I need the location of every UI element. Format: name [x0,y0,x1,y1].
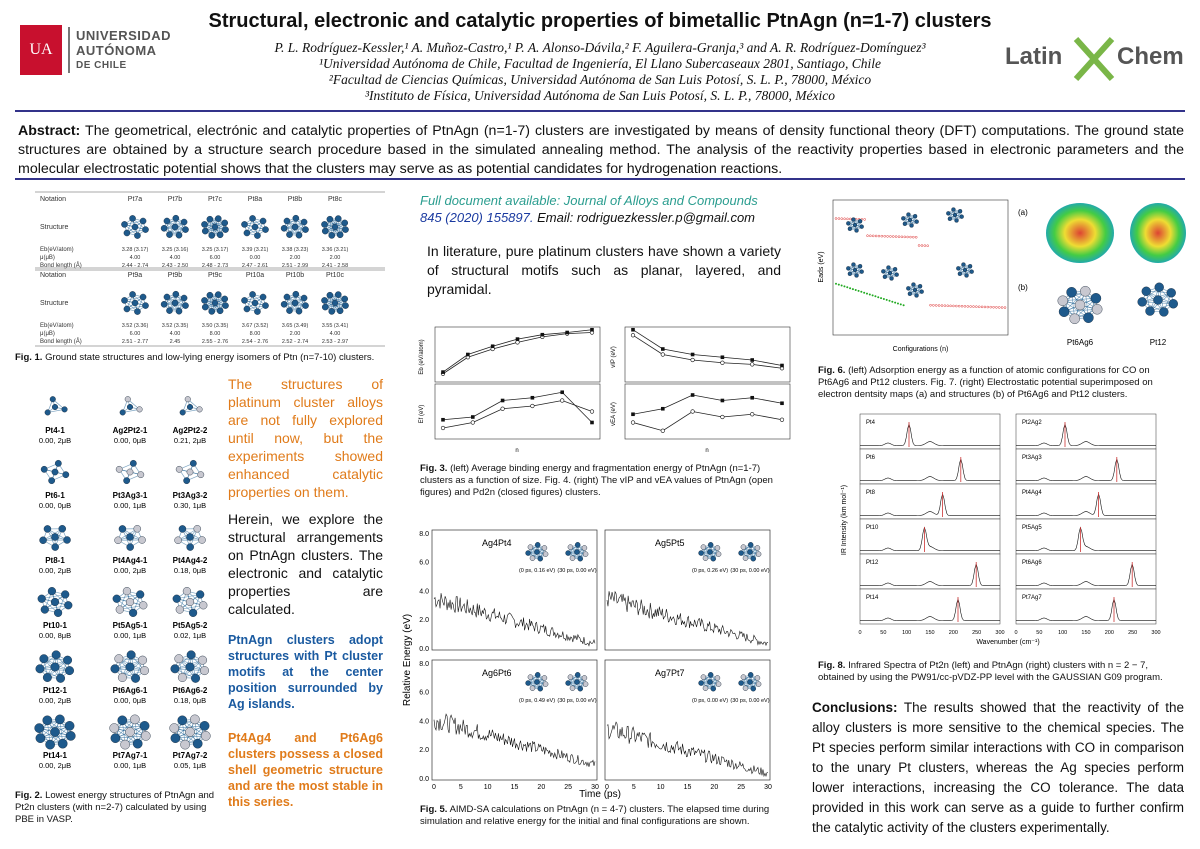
svg-text:25: 25 [564,784,573,791]
svg-text:15: 15 [683,784,692,791]
cluster-structure [1138,283,1178,317]
structure-value: 0.00, 1μB [113,631,147,640]
structure-name: Pt5Ag5-1 [112,621,148,630]
cluster-structure [35,715,76,749]
eb-value: 3.39 (3.21) [241,247,269,253]
bond-value: 2.53 - 2.97 [321,339,349,345]
structure-name: Ag2Pt2-2 [172,426,208,435]
structure-name: Pt6-1 [45,491,65,500]
fig1-structures [15,187,400,347]
final-config: (30 ps, 0.00 eV) [557,568,597,574]
bond-value: 2.54 - 2.76 [241,339,269,345]
fig8-ir [838,410,1008,648]
fig8-right-spectra [976,410,1168,648]
row-label-notation: Notation [40,272,67,279]
svg-text:6.0: 6.0 [419,689,429,697]
university-name: UNIVERSIDAD AUTÓNOMA DE CHILE [76,28,172,71]
col-header: Pt7b [167,196,183,203]
abstract-divider [15,178,1185,180]
structure-name: Pt3Ag3-1 [112,491,148,500]
label-b: (b) [1018,283,1028,292]
ir-panel [860,484,1000,519]
x-mark-icon [1072,35,1116,83]
eb-value: 3.67 (3.52) [241,323,269,329]
ir-panel [860,449,1000,484]
initial-config: (0 ps, 0.26 eV) [691,568,729,574]
cluster-structure [281,291,309,314]
eb-value: 3.55 (3.41) [321,323,349,329]
structure-value: 0.00, 2μB [113,566,147,575]
university-logo [20,25,170,75]
bond-value: 2.51 - 2.77 [121,339,149,345]
fig6-plot [815,195,1015,355]
col-header: Pt7c [207,196,223,203]
cluster-structure [281,215,309,238]
ir-label: Pt2Ag2 [1022,420,1042,426]
cluster-structure [321,216,348,239]
fig1-caption: Fig. 1. Ground state structures and low-lying energy isomers of Ptn (n=7-10) clusters. [15,352,375,363]
panel-label: Ag5Pt5 [655,538,685,548]
mu-value: 6.00 [209,255,221,261]
svg-text:0: 0 [1014,630,1018,636]
mu-value: 8.00 [249,331,261,337]
final-config: (30 ps, 0.00 eV) [730,698,770,704]
svg-text:100: 100 [1058,630,1068,636]
structure-name: Pt5Ag5-2 [172,621,208,630]
struct-label-1: Pt6Ag6 [1066,338,1094,347]
ua-badge: UA [20,25,62,75]
doi: 845 (2020) 155897. [420,210,534,225]
svg-text:0.0: 0.0 [419,776,429,783]
header-divider [15,110,1185,112]
svg-text:250: 250 [1128,630,1138,636]
fig8-ylabel: IR Intensity (km mol⁻¹) [841,484,848,556]
cluster-structure [161,291,189,314]
fig67-caption: Fig. 6. (left) Adsorption energy as a function of atomic configurations for CO on Pt6Ag6 and Pt12 clusters. Fig. 7. (right) Electrostatic potential superimposed on electron dentsity maps (a) and structures (b) of Pt6Ag6 and Pt12 clusters. [818,365,1153,400]
fig8-caption: Fig. 8. Infrared Spectra of Pt2n (left) and PtnAgn (right) clusters with n = 2 − 7, obtained by using the PW91/cc-pVDZ-PP level with the GAUSSIAN G09 program. [818,660,1163,683]
cluster-structure [171,651,209,683]
ir-panel [860,414,1000,449]
email[interactable]: Email: rodriguezkessler.p@gmail.com [537,210,756,225]
eb-value: 3.38 (3.23) [281,247,309,253]
svg-text:vEA (eV): vEA (eV) [611,402,617,426]
structure-name: Pt6Ag6-2 [172,686,208,695]
herein-text: Herein, we explore the structural arrangements on PtnAgn clusters. The electronic and catalytic properties are calculated. [228,511,383,617]
row-label-mu: μ(μB) [40,331,55,337]
poster-title: Structural, electronic and catalytic properties of bimetallic PtnAgn (n=1-7) clusters [208,10,992,32]
cluster-structure [116,460,144,484]
mu-value: 0.00 [249,255,261,261]
cluster-structure [41,460,69,484]
cluster-structure [36,651,74,683]
svg-text:300: 300 [995,630,1005,636]
cluster-structure [121,291,148,314]
cluster-structure [201,216,228,239]
mu-value: 2.00 [289,255,301,261]
col-header: Pt8a [247,196,263,203]
ir-label: Pt8 [866,490,876,496]
structure-name: Pt7Ag7-1 [112,751,148,760]
structure-name: Pt14-1 [42,751,68,760]
ir-label: Pt7Ag7 [1022,595,1042,601]
cluster-structure [38,587,72,616]
mu-value: 8.00 [209,331,221,337]
row-label-structure: Structure [40,224,69,231]
structure-value: 0.30, 1μB [173,501,207,510]
cluster-structure [45,396,67,415]
row-label-mu: μ(μB) [40,255,55,261]
fig7-esp [1018,195,1188,355]
eb-value: 3.65 (3.49) [281,323,309,329]
fig3-fig4-plots [415,322,795,457]
cluster-structure [110,715,151,749]
eb-value: 3.25 (3.16) [161,247,189,253]
ir-label: Pt6Ag6 [1022,560,1042,566]
structure-name: Pt3Ag3-2 [172,491,208,500]
col-header: Pt9a [127,272,143,279]
structure-value: 0.21, 2μB [173,436,207,445]
ir-label: Pt10 [866,525,879,531]
literature-text: In literature, pure platinum clusters have shown a variety of structural motifs such as planar, layered, and pyramidal. [427,243,781,297]
structure-value: 0.00, 1μB [113,501,147,510]
bond-value: 2.44 - 2.74 [121,263,149,269]
bond-value: 2.55 - 2.76 [201,339,229,345]
structure-name: Ag2Pt2-1 [112,426,148,435]
svg-text:30: 30 [764,784,772,791]
ir-label: Pt4Ag4 [1022,490,1042,496]
svg-text:200: 200 [948,630,958,636]
structure-name: Pt4-1 [45,426,65,435]
structure-value: 0.18, 0μB [173,566,207,575]
ir-label: Pt12 [866,560,879,566]
fig34-caption: Fig. 3. (left) Average binding energy and fragmentation energy of PtnAgn (n=1-7) clusters as a function of size. Fig. 4. (right) The vIP and vEA values of PtnAgn (open figures) and Pd2n (closed figures) clusters. [420,463,773,498]
eb-value: 3.52 (3.36) [121,323,149,329]
fig2-structures [15,385,215,780]
svg-text:0: 0 [605,784,609,791]
cluster-structure [111,651,149,683]
col-header: Pt10a [245,272,265,279]
structure-value: 0.00, 0μB [113,436,147,445]
structure-name: Pt10-1 [42,621,68,630]
abstract-label: Abstract: [18,123,81,139]
fig6-xlabel: Configurations (n) [892,346,949,353]
mu-value: 4.00 [169,255,181,261]
fig5-aimd [400,525,780,800]
col-header: Pt8c [327,196,343,203]
row-label-eb: Eb(eV/atom) [40,323,74,329]
svg-text:25: 25 [737,784,746,791]
svg-text:30: 30 [591,784,599,791]
mu-value: 2.00 [329,255,341,261]
initial-config: (0 ps, 0.49 eV) [518,698,556,704]
ir-label: Pt4 [866,420,876,426]
structure-value: 0.02, 1μB [173,631,207,640]
svg-text:8.0: 8.0 [419,660,429,668]
eb-value: 3.52 (3.35) [161,323,189,329]
col-header: Pt9b [167,272,183,279]
structure-value: 0.00, 2μB [38,696,72,705]
initial-config: (0 ps, 0.16 eV) [518,568,556,574]
eb-value: 3.28 (3.17) [121,247,149,253]
ir-panel [860,554,1000,589]
svg-text:vIP (eV): vIP (eV) [611,346,617,368]
ir-label: Pt5Ag5 [1022,525,1042,531]
cluster-structure [241,215,268,238]
cluster-structure [175,525,206,550]
ir-label: Pt14 [866,595,879,601]
publication-info [420,192,800,226]
svg-text:4.0: 4.0 [419,718,429,726]
svg-text:50: 50 [1036,630,1043,636]
svg-text:15: 15 [510,784,519,791]
eb-value: 3.50 (3.35) [201,323,229,329]
svg-text:5: 5 [631,784,636,791]
structure-name: Pt12-1 [42,686,68,695]
eb-value: 3.36 (3.21) [321,247,349,253]
svg-text:5: 5 [458,784,463,791]
initial-config: (0 ps, 0.00 eV) [691,698,729,704]
cluster-structure [170,715,211,749]
svg-text:6.0: 6.0 [419,559,429,567]
fig8-xlabel: Wavenumber (cm⁻¹) [976,639,1040,646]
ir-panel [860,589,1000,624]
esp-map-2 [1130,203,1186,263]
bond-value: 2.48 - 2.73 [201,263,229,269]
fig8-left-spectra [838,410,1008,648]
structure-value: 0.00, 1μB [113,761,147,770]
esp-map-1 [1046,203,1114,263]
bond-value: 2.41 - 2.58 [321,263,349,269]
col-header: Pt7a [127,196,143,203]
svg-text:2.0: 2.0 [419,747,429,755]
author-block [150,40,1050,104]
cluster-structure [161,215,189,238]
ir-label: Pt6 [866,455,876,461]
structure-value: 0.00, 8μB [38,631,72,640]
fig8-ir-right [976,410,1168,648]
structure-name: Pt4Ag4-2 [172,556,208,565]
svg-text:20: 20 [710,784,719,791]
fig6-adsorption [815,195,1015,355]
structure-value: 0.05, 1μB [173,761,207,770]
bond-value: 2.52 - 2.74 [281,339,309,345]
structure-name: Pt6Ag6-1 [112,686,148,695]
svg-text:n: n [515,448,519,454]
row-label-notation: Notation [40,196,67,203]
bond-value: 2.43 - 2.50 [161,263,189,269]
cluster-structure [1058,286,1102,324]
eb-value: 3.25 (3.17) [201,247,229,253]
fig1-table [15,187,400,347]
structure-name: Pt4Ag4-1 [112,556,148,565]
structure-value: 0.00, 2μB [38,436,72,445]
col-header: Pt10b [285,272,305,279]
col-header: Pt8b [287,196,303,203]
svg-text:100: 100 [902,630,912,636]
cluster-structure [40,525,71,550]
panel-label: Ag6Pt6 [482,668,512,678]
svg-text:Ef (eV): Ef (eV) [419,404,425,424]
bond-value: 2.47 - 2.61 [241,263,269,269]
affiliation-2: ²Facultad de Ciencias Químicas, Universidad Autónoma de San Luis Potosí, S. L. P., 78000, México [328,72,872,87]
structure-name: Pt8-1 [45,556,65,565]
final-config: (30 ps, 0.00 eV) [557,698,597,704]
mu-value: 2.00 [289,331,301,337]
bond-value: 2.51 - 2.99 [281,263,309,269]
mu-value: 4.00 [329,331,341,337]
cluster-structure [241,291,268,314]
svg-text:10: 10 [483,784,492,791]
svg-text:Eb (eV/atom): Eb (eV/atom) [419,339,425,375]
bond-value: 2.45 [169,339,181,345]
svg-text:10: 10 [656,784,665,791]
structure-value: 0.00, 0μB [113,696,147,705]
final-config: (30 ps, 0.00 eV) [730,568,770,574]
stability-text: Pt4Ag4 and Pt6Ag6 clusters possess a closed shell geometric structure and are the most stable in this series. [228,731,383,809]
col-header: Pt10c [326,272,344,279]
panel-label: Ag4Pt4 [482,538,512,548]
structure-value: 0.00, 2μB [38,761,72,770]
svg-text:300: 300 [1151,630,1161,636]
latinxchem-logo: Latin Chem [1005,35,1190,85]
structure-value: 0.18, 0μB [173,696,207,705]
finding-text: PtnAgn clusters adopt structures with Pt cluster motifs at the center position surrounded by Ag islands. [228,633,383,711]
svg-text:2.0: 2.0 [419,617,429,625]
svg-text:0.0: 0.0 [419,646,429,653]
mu-value: 6.00 [129,331,141,337]
svg-text:20: 20 [537,784,546,791]
mu-value: 4.00 [129,255,141,261]
structure-value: 0.00, 2μB [38,566,72,575]
row-label-eb: Eb(eV/atom) [40,247,74,253]
abstract [18,122,1184,179]
col-header: Pt9c [207,272,223,279]
ir-panel [860,519,1000,554]
affiliation-1: ¹Universidad Autónoma de Chile, Facultad de Ingeniería, El Llano Subercaseaux 2801, Santiago, Chile [319,56,881,71]
row-label-bond: Bond length (Å) [40,263,82,269]
svg-text:150: 150 [1081,630,1091,636]
svg-text:50: 50 [880,630,887,636]
fig5-xlabel: Time (ps) [579,789,621,800]
fig7-maps [1018,195,1188,355]
svg-text:0: 0 [432,784,436,791]
svg-text:0: 0 [858,630,862,636]
structure-value: 0.00, 0μB [38,501,72,510]
fig5-ylabel: Relative Energy (eV) [402,613,413,707]
abstract-text: The geometrical, electrónic and catalytic properties of PtnAgn (n=1-7) clusters are investigated by means of density functional theory (DFT) computations. The ground state structures are obtained by a structure search procedure based in the simulated annealing method. The analysis of the reactivity properties based in electronic parameters and the molecular electrostatic potential shows that the clusters may serve as as potential candidates for hydrogenation reactions. [18,123,1184,177]
fig5-plots [400,525,780,800]
cluster-structure [201,292,228,315]
svg-text:250: 250 [972,630,982,636]
cluster-structure [115,525,146,550]
ir-label: Pt3Ag3 [1022,455,1042,461]
fig5-caption: Fig. 5. AIMD-SA calculations on PtnAgn (n = 4-7) clusters. The elapsed time during simulation and relative energy for the initial and final configurations are shown. [420,804,770,827]
svg-text:200: 200 [1104,630,1114,636]
cluster-structure [113,587,147,616]
structure-name: Pt7Ag7-2 [172,751,208,760]
row-label-structure: Structure [40,300,69,307]
mu-value: 4.00 [169,331,181,337]
fig2-caption: Fig. 2. Lowest energy structures of PtnAgn and Pt2n clusters (with n=2-7) calculated by using PBE in VASP. [15,790,215,825]
cluster-structure [121,215,148,238]
fig6-ylabel: Eads (eV) [818,251,825,283]
struct-label-2: Pt12 [1149,338,1167,347]
affiliation-3: ³Instituto de Física, Universidad Autónoma de San Luis Potosí, S. L. P., 78000, México [364,88,836,103]
cluster-structure [176,460,204,484]
fig2-grid [15,385,215,780]
svg-text:4.0: 4.0 [419,588,429,596]
cluster-structure [120,396,142,415]
svg-text:n: n [705,448,709,454]
cluster-structure [180,396,202,415]
cluster-structure [321,292,348,315]
row-label-bond: Bond length (Å) [40,339,82,345]
svg-text:8.0: 8.0 [419,530,429,538]
motivation-text: The structures of platinum cluster alloys are not fully explored until now, but the experiments showed enhanced catalytic properties on them. [228,376,383,500]
conclusions: Conclusions: The results showed that the reactivity of the alloy clusters is more sensitive to the chemical species. The Pt species perform similar interactions with CO in comparison to the unary Pt clusters, whereas the Ag species perform lower interactions, increasing the CO tolerance. The data provided in this work can serve as a guide to further confirm the catalytic activity of the clusters experimentally. [812,700,1184,835]
panel-label: Ag7Pt7 [655,668,685,678]
journal-link[interactable]: Full document available: Journal of Alloys and Compounds [420,193,758,208]
authors: P. L. Rodríguez-Kessler,¹ A. Muñoz-Castro,¹ P. A. Alonso-Dávila,² F. Aguilera-Granja,³ and A. R. Rodríguez-Domínguez³ [274,40,926,55]
svg-text:150: 150 [925,630,935,636]
cluster-structure [173,587,207,616]
label-a: (a) [1018,208,1028,217]
fig34-plots [415,322,795,457]
